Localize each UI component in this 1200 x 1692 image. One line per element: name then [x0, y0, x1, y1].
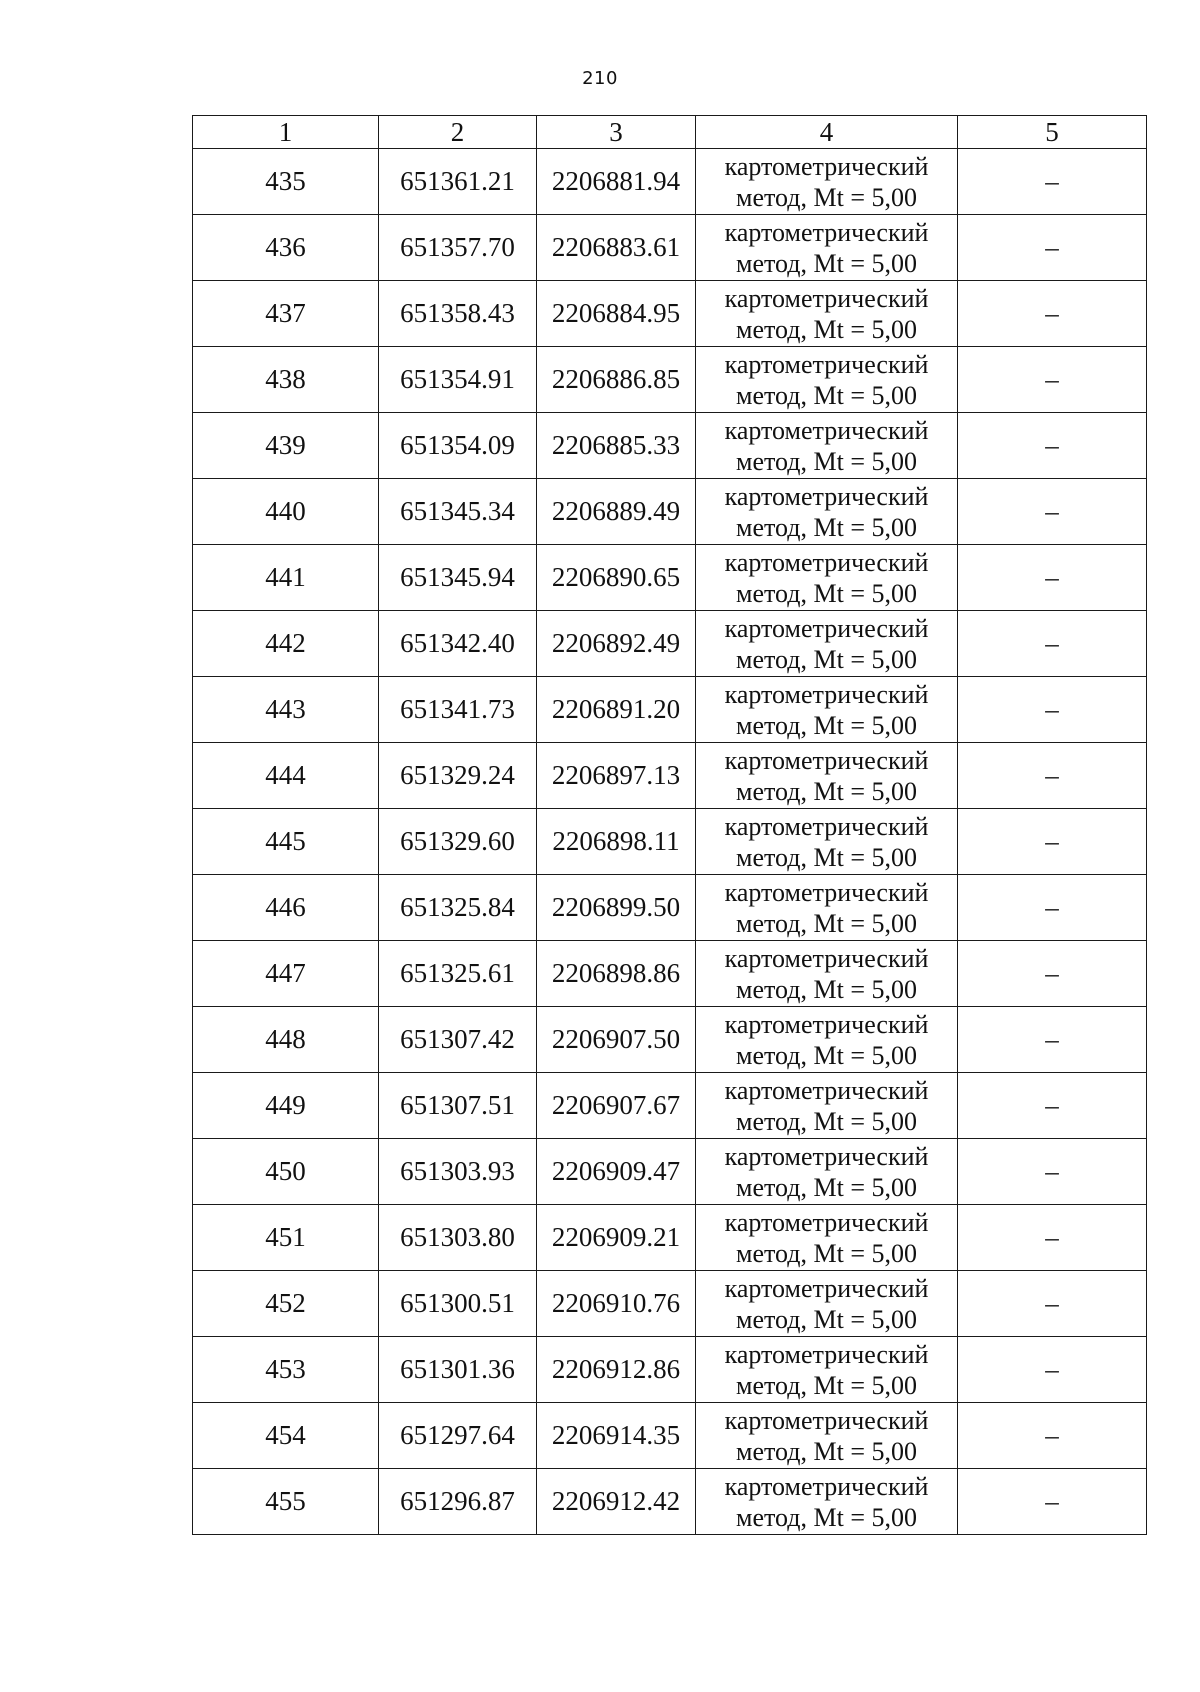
method-cell — [696, 611, 958, 677]
method-line-2: метод, Mt = 5,00 — [736, 1304, 917, 1334]
note-cell: – — [958, 809, 1147, 875]
table-row — [193, 1139, 1147, 1205]
column-header-5: 5 — [958, 116, 1147, 149]
table-row — [193, 1469, 1147, 1535]
y-coordinate-cell: 2206912.86 — [537, 1337, 696, 1403]
x-coordinate-cell: 651329.60 — [379, 809, 537, 875]
x-coordinate-cell: 651357.70 — [379, 215, 537, 281]
table-row — [193, 215, 1147, 281]
point-number-cell: 436 — [193, 215, 379, 281]
method-line-1: картометрический — [724, 1273, 929, 1303]
method-line-2: метод, Mt = 5,00 — [736, 1370, 917, 1400]
x-coordinate-cell: 651358.43 — [379, 281, 537, 347]
method-line-1: картометрический — [724, 1009, 929, 1039]
method-line-1: картометрический — [724, 415, 929, 445]
note-cell: – — [958, 1007, 1147, 1073]
column-header-1: 1 — [193, 116, 379, 149]
note-cell: – — [958, 611, 1147, 677]
method-cell — [696, 677, 958, 743]
method-cell — [696, 479, 958, 545]
method-line-1: картометрический — [724, 679, 929, 709]
y-coordinate-cell: 2206892.49 — [537, 611, 696, 677]
table-row — [193, 545, 1147, 611]
table-row — [193, 875, 1147, 941]
note-cell: – — [958, 479, 1147, 545]
method-cell — [696, 1139, 958, 1205]
method-line-2: метод, Mt = 5,00 — [736, 1106, 917, 1136]
method-cell — [696, 875, 958, 941]
x-coordinate-cell: 651300.51 — [379, 1271, 537, 1337]
column-header-2: 2 — [379, 116, 537, 149]
method-line-1: картометрический — [724, 151, 929, 181]
method-line-2: метод, Mt = 5,00 — [736, 512, 917, 542]
y-coordinate-cell: 2206909.47 — [537, 1139, 696, 1205]
page-number: 210 — [582, 68, 618, 89]
method-line-2: метод, Mt = 5,00 — [736, 1436, 917, 1466]
y-coordinate-cell: 2206890.65 — [537, 545, 696, 611]
y-coordinate-cell: 2206910.76 — [537, 1271, 696, 1337]
method-cell — [696, 809, 958, 875]
point-number-cell: 437 — [193, 281, 379, 347]
method-line-1: картометрический — [724, 1339, 929, 1369]
y-coordinate-cell: 2206907.50 — [537, 1007, 696, 1073]
y-coordinate-cell: 2206914.35 — [537, 1403, 696, 1469]
x-coordinate-cell: 651296.87 — [379, 1469, 537, 1535]
x-coordinate-cell: 651342.40 — [379, 611, 537, 677]
table-row — [193, 1271, 1147, 1337]
point-number-cell: 446 — [193, 875, 379, 941]
method-line-1: картометрический — [724, 217, 929, 247]
x-coordinate-cell: 651341.73 — [379, 677, 537, 743]
x-coordinate-cell: 651307.42 — [379, 1007, 537, 1073]
y-coordinate-cell: 2206891.20 — [537, 677, 696, 743]
method-cell — [696, 347, 958, 413]
note-cell: – — [958, 875, 1147, 941]
method-line-2: метод, Mt = 5,00 — [736, 842, 917, 872]
method-line-1: картометрический — [724, 1471, 929, 1501]
y-coordinate-cell: 2206899.50 — [537, 875, 696, 941]
method-cell — [696, 545, 958, 611]
column-header-4: 4 — [696, 116, 958, 149]
method-line-2: метод, Mt = 5,00 — [736, 974, 917, 1004]
method-line-2: метод, Mt = 5,00 — [736, 1040, 917, 1070]
point-number-cell: 439 — [193, 413, 379, 479]
note-cell: – — [958, 413, 1147, 479]
x-coordinate-cell: 651301.36 — [379, 1337, 537, 1403]
x-coordinate-cell: 651303.80 — [379, 1205, 537, 1271]
method-line-2: метод, Mt = 5,00 — [736, 644, 917, 674]
note-cell: – — [958, 1073, 1147, 1139]
table-row — [193, 941, 1147, 1007]
method-cell — [696, 1469, 958, 1535]
method-line-1: картометрический — [724, 481, 929, 511]
point-number-cell: 442 — [193, 611, 379, 677]
method-line-1: картометрический — [724, 811, 929, 841]
note-cell: – — [958, 1403, 1147, 1469]
point-number-cell: 450 — [193, 1139, 379, 1205]
method-cell — [696, 743, 958, 809]
table-row — [193, 1073, 1147, 1139]
note-cell: – — [958, 1271, 1147, 1337]
point-number-cell: 449 — [193, 1073, 379, 1139]
method-line-1: картометрический — [724, 349, 929, 379]
method-line-1: картометрический — [724, 877, 929, 907]
x-coordinate-cell: 651303.93 — [379, 1139, 537, 1205]
method-cell — [696, 149, 958, 215]
coordinates-table — [192, 115, 1147, 1535]
point-number-cell: 451 — [193, 1205, 379, 1271]
y-coordinate-cell: 2206898.11 — [537, 809, 696, 875]
method-line-2: метод, Mt = 5,00 — [736, 776, 917, 806]
table-row — [193, 611, 1147, 677]
y-coordinate-cell: 2206889.49 — [537, 479, 696, 545]
table-header — [193, 116, 1147, 149]
method-cell — [696, 1073, 958, 1139]
method-line-2: метод, Mt = 5,00 — [736, 314, 917, 344]
table-row — [193, 281, 1147, 347]
method-line-1: картометрический — [724, 547, 929, 577]
y-coordinate-cell: 2206909.21 — [537, 1205, 696, 1271]
method-line-1: картометрический — [724, 1075, 929, 1105]
point-number-cell: 435 — [193, 149, 379, 215]
method-line-1: картометрический — [724, 1141, 929, 1171]
method-cell — [696, 215, 958, 281]
point-number-cell: 448 — [193, 1007, 379, 1073]
point-number-cell: 447 — [193, 941, 379, 1007]
table-row — [193, 677, 1147, 743]
method-cell — [696, 1271, 958, 1337]
x-coordinate-cell: 651354.91 — [379, 347, 537, 413]
point-number-cell: 444 — [193, 743, 379, 809]
note-cell: – — [958, 1469, 1147, 1535]
method-line-2: метод, Mt = 5,00 — [736, 182, 917, 212]
y-coordinate-cell: 2206883.61 — [537, 215, 696, 281]
method-line-1: картометрический — [724, 283, 929, 313]
note-cell: – — [958, 941, 1147, 1007]
method-cell — [696, 1205, 958, 1271]
y-coordinate-cell: 2206885.33 — [537, 413, 696, 479]
method-line-2: метод, Mt = 5,00 — [736, 1502, 917, 1532]
point-number-cell: 453 — [193, 1337, 379, 1403]
method-line-2: метод, Mt = 5,00 — [736, 710, 917, 740]
method-line-1: картометрический — [724, 1405, 929, 1435]
x-coordinate-cell: 651354.09 — [379, 413, 537, 479]
point-number-cell: 455 — [193, 1469, 379, 1535]
table-row — [193, 1007, 1147, 1073]
method-line-2: метод, Mt = 5,00 — [736, 248, 917, 278]
method-line-2: метод, Mt = 5,00 — [736, 1172, 917, 1202]
note-cell: – — [958, 281, 1147, 347]
x-coordinate-cell: 651297.64 — [379, 1403, 537, 1469]
note-cell: – — [958, 1337, 1147, 1403]
note-cell: – — [958, 1205, 1147, 1271]
y-coordinate-cell: 2206898.86 — [537, 941, 696, 1007]
method-cell — [696, 1403, 958, 1469]
x-coordinate-cell: 651361.21 — [379, 149, 537, 215]
y-coordinate-cell: 2206907.67 — [537, 1073, 696, 1139]
method-line-1: картометрический — [724, 943, 929, 973]
method-line-2: метод, Mt = 5,00 — [736, 380, 917, 410]
point-number-cell: 440 — [193, 479, 379, 545]
note-cell: – — [958, 1139, 1147, 1205]
y-coordinate-cell: 2206886.85 — [537, 347, 696, 413]
method-line-2: метод, Mt = 5,00 — [736, 1238, 917, 1268]
method-line-1: картометрический — [724, 1207, 929, 1237]
point-number-cell: 454 — [193, 1403, 379, 1469]
table-row — [193, 809, 1147, 875]
point-number-cell: 438 — [193, 347, 379, 413]
table-row — [193, 479, 1147, 545]
x-coordinate-cell: 651329.24 — [379, 743, 537, 809]
method-cell — [696, 1007, 958, 1073]
table-body — [193, 149, 1147, 1535]
note-cell: – — [958, 347, 1147, 413]
x-coordinate-cell: 651307.51 — [379, 1073, 537, 1139]
method-line-1: картометрический — [724, 613, 929, 643]
table-row — [193, 149, 1147, 215]
method-line-2: метод, Mt = 5,00 — [736, 908, 917, 938]
method-cell — [696, 1337, 958, 1403]
table-row — [193, 1205, 1147, 1271]
method-cell — [696, 941, 958, 1007]
x-coordinate-cell: 651345.34 — [379, 479, 537, 545]
table-row — [193, 413, 1147, 479]
y-coordinate-cell: 2206912.42 — [537, 1469, 696, 1535]
table-row — [193, 1403, 1147, 1469]
point-number-cell: 445 — [193, 809, 379, 875]
y-coordinate-cell: 2206884.95 — [537, 281, 696, 347]
x-coordinate-cell: 651325.61 — [379, 941, 537, 1007]
column-header-3: 3 — [537, 116, 696, 149]
x-coordinate-cell: 651325.84 — [379, 875, 537, 941]
note-cell: – — [958, 677, 1147, 743]
note-cell: – — [958, 215, 1147, 281]
point-number-cell: 443 — [193, 677, 379, 743]
y-coordinate-cell: 2206881.94 — [537, 149, 696, 215]
method-cell — [696, 413, 958, 479]
point-number-cell: 441 — [193, 545, 379, 611]
y-coordinate-cell: 2206897.13 — [537, 743, 696, 809]
note-cell: – — [958, 545, 1147, 611]
note-cell: – — [958, 743, 1147, 809]
note-cell: – — [958, 149, 1147, 215]
method-cell — [696, 281, 958, 347]
x-coordinate-cell: 651345.94 — [379, 545, 537, 611]
method-line-2: метод, Mt = 5,00 — [736, 446, 917, 476]
table-row — [193, 1337, 1147, 1403]
table-row — [193, 743, 1147, 809]
header-row — [193, 116, 1147, 149]
table-row — [193, 347, 1147, 413]
method-line-2: метод, Mt = 5,00 — [736, 578, 917, 608]
point-number-cell: 452 — [193, 1271, 379, 1337]
method-line-1: картометрический — [724, 745, 929, 775]
